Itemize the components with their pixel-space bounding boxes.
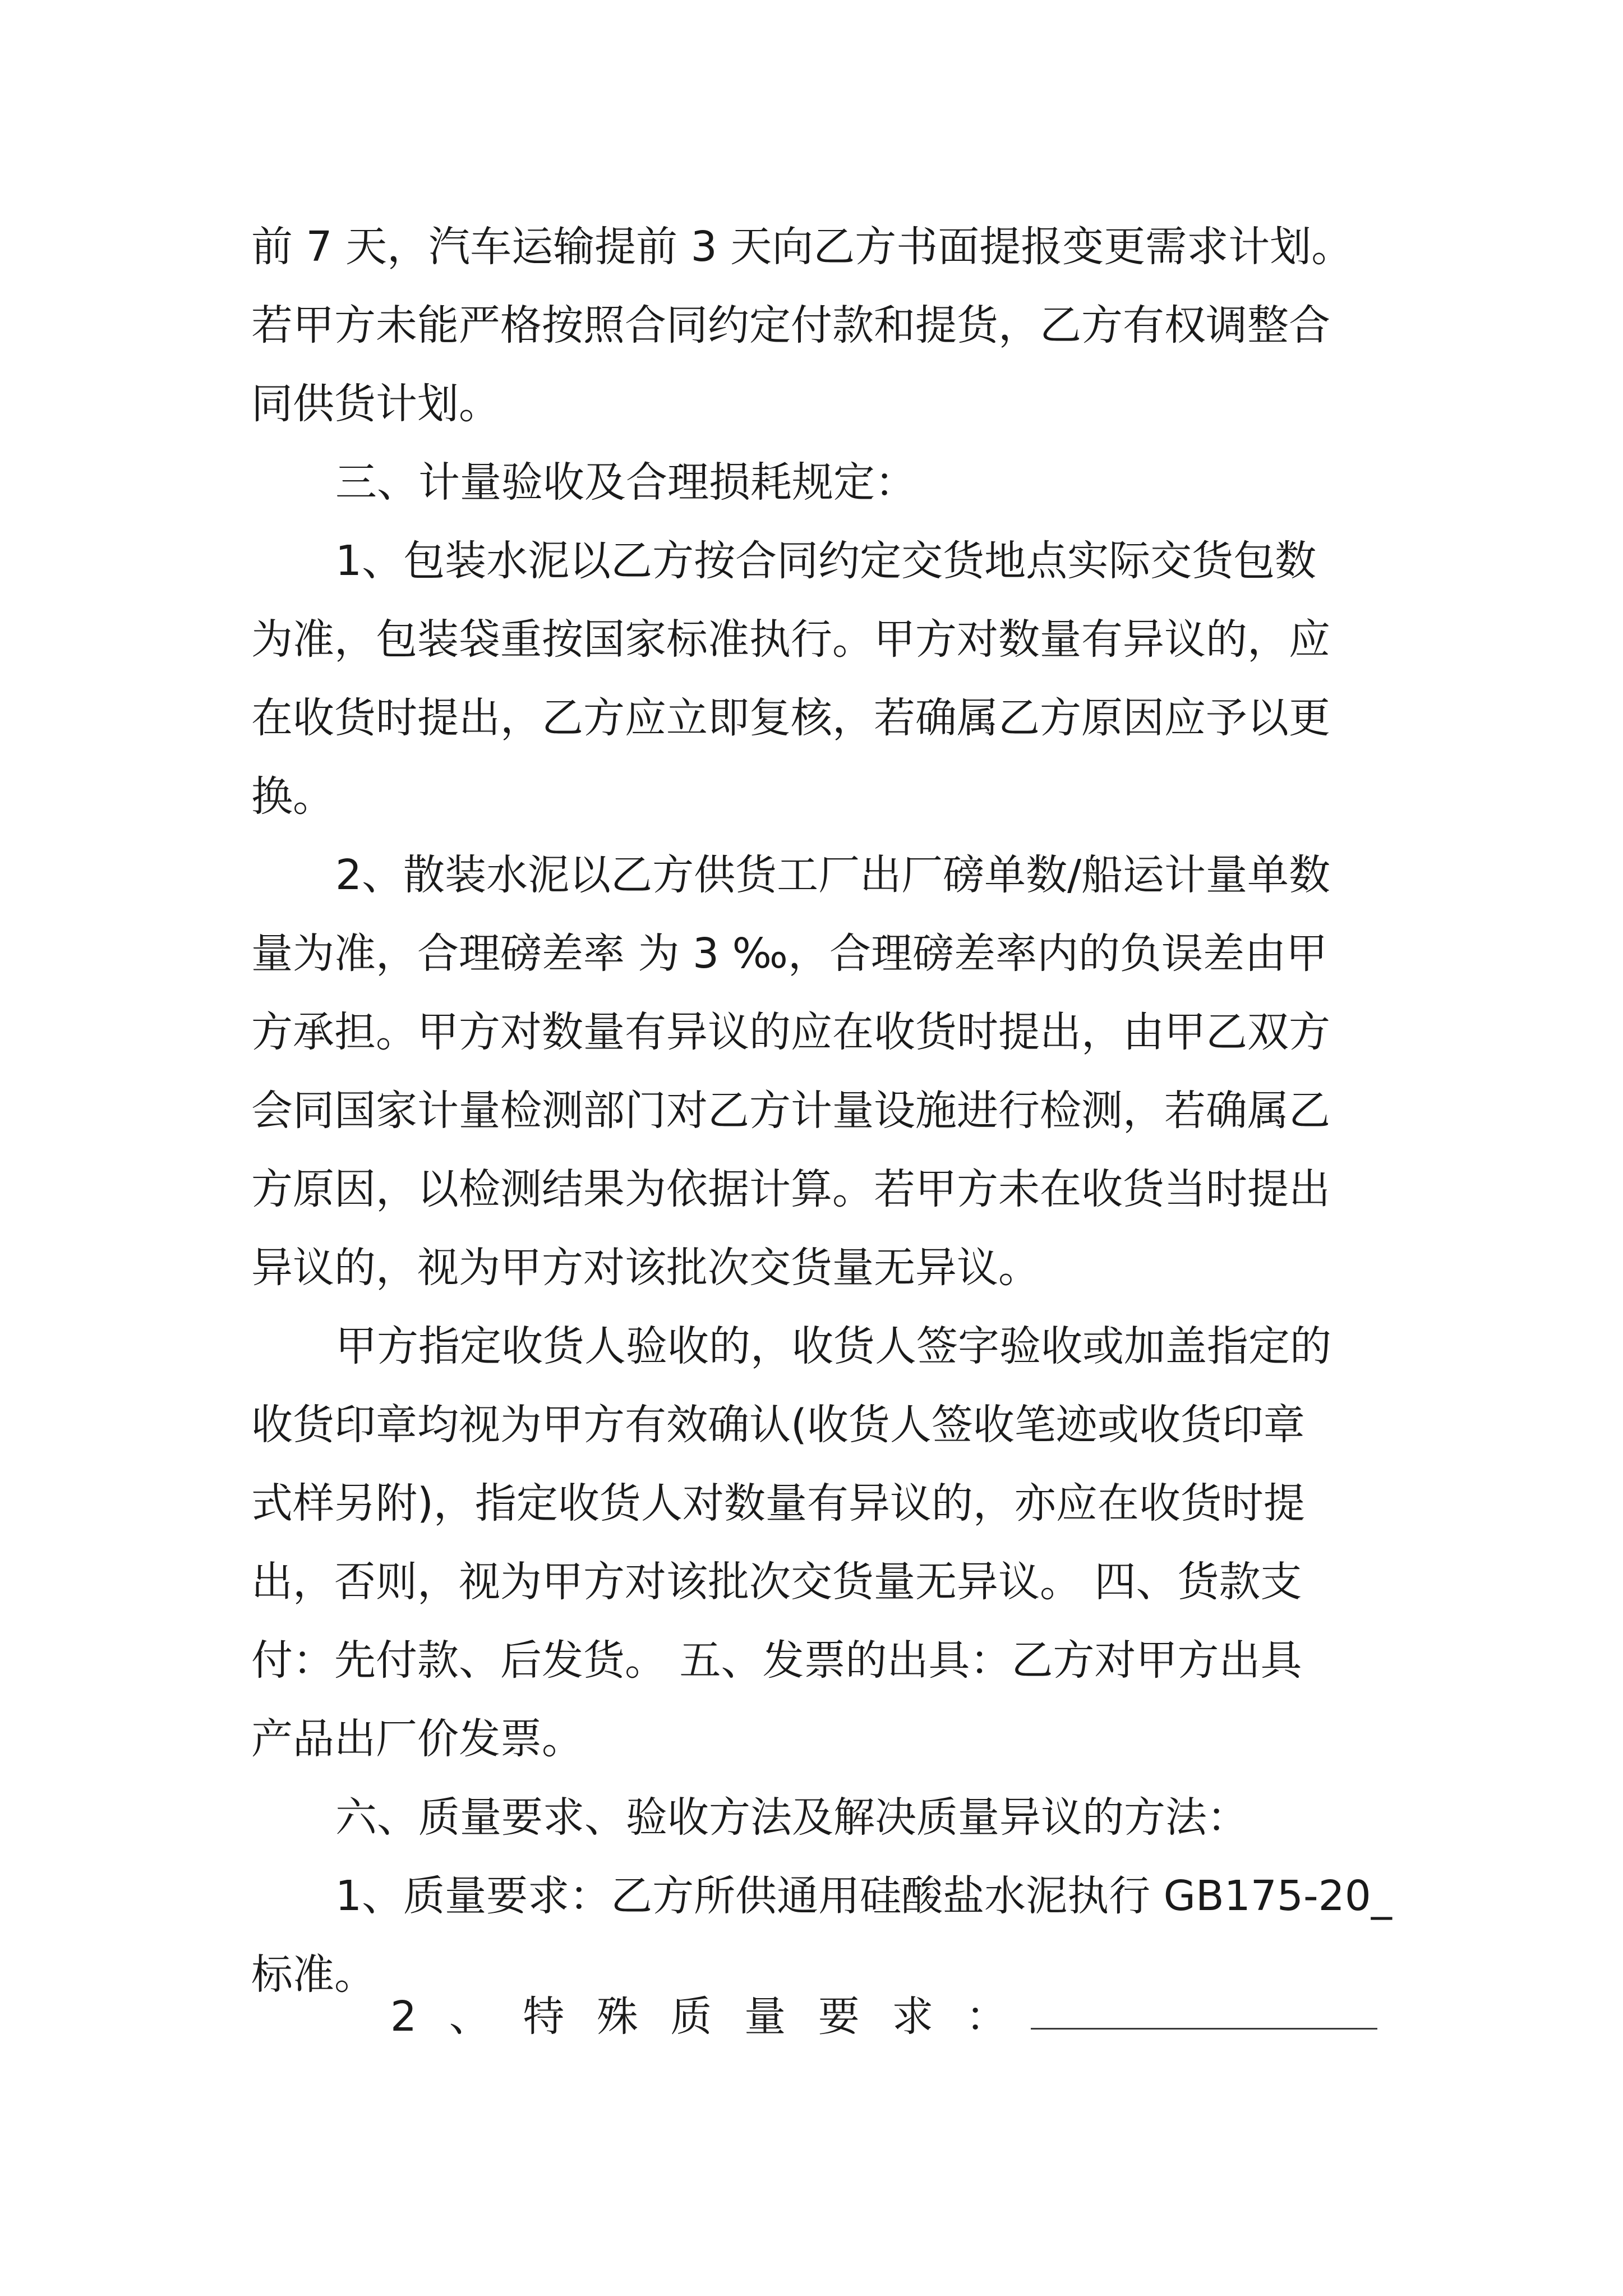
special-quality-requirement-line [390,1977,1007,2056]
line-char: 求 [892,1993,934,2041]
text-line: 换。 [251,772,334,821]
text-line: 方承担。甲方对数量有异议的应在收货时提出，由甲乙双方 [251,1008,1330,1056]
line-char: 、 [449,1993,491,2041]
text-line: 在收货时提出，乙方应立即复核，若确属乙方原因应予以更 [251,694,1330,742]
text-line: 甲方指定收货人验收的，收货人签字验收或加盖指定的 [335,1322,1331,1370]
section-heading: 六、质量要求、验收方法及解决质量异议的方法： [335,1793,1248,1842]
line-char: 要 [818,1993,860,2041]
text-line: 1、包装水泥以乙方按合同约定交货地点实际交货包数 [335,537,1317,585]
text-line: 量为准，合理磅差率 为 3 ‰，合理磅差率内的负误差由甲 [251,930,1327,978]
line-char: 量 [744,1993,786,2041]
text-line: 式样另附)，指定收货人对数量有异议的，亦应在收货时提 [251,1479,1305,1527]
text-line: 会同国家计量检测部门对乙方计量设施进行检测，若确属乙 [251,1087,1330,1135]
section-heading: 三、计量验收及合理损耗规定： [335,458,916,507]
text-line: 收货印章均视为甲方有效确认(收货人签收笔迹或收货印章 [251,1401,1305,1449]
line-char: ： [965,1993,1007,2041]
text-line: 出，否则，视为甲方对该批次交货量无异议。 四、货款支 [251,1558,1302,1606]
text-line: 同供货计划。 [251,380,500,428]
text-line: 产品出厂价发票。 [251,1715,583,1763]
text-line: 为准，包装袋重按国家标准执行。甲方对数量有异议的，应 [251,615,1330,664]
text-line: 若甲方未能严格按照合同约定付款和提货，乙方有权调整合 [251,301,1330,349]
text-line: 标准。 [251,1950,376,1999]
fill-in-blank-line [1031,2028,1377,2030]
text-line: 付：先付款、后发货。 五、发票的出具：乙方对甲方出具 [251,1636,1302,1685]
text-line: 1、质量要求：乙方所供通用硅酸盐水泥执行 GB175-20_ [335,1872,1392,1920]
line-char: 质 [670,1993,712,2041]
text-line: 前 7 天，汽车运输提前 3 天向乙方书面提报变更需求计划。 [251,223,1353,271]
text-line: 2、散装水泥以乙方供货工厂出厂磅单数/船运计量单数 [335,851,1331,899]
line-char: 特 [523,1993,565,2041]
line-char: 殊 [596,1993,638,2041]
line-char: 2 [390,1993,417,2041]
text-line: 异议的，视为甲方对该批次交货量无异议。 [251,1244,1040,1292]
text-line: 方原因，以检测结果为依据计算。若甲方未在收货当时提出 [251,1165,1330,1213]
